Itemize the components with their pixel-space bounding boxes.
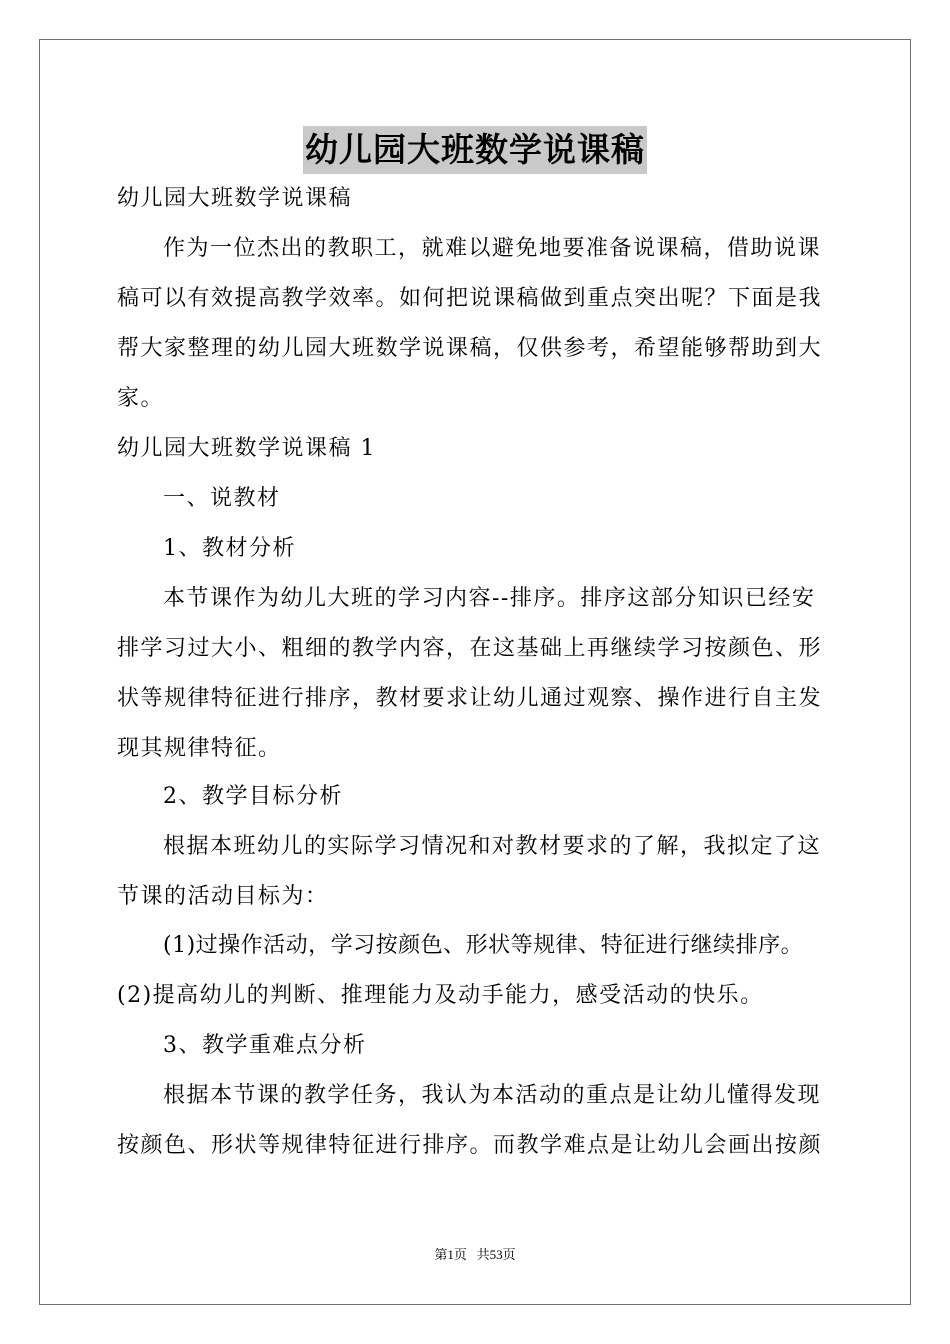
paragraph-line: (1)过操作活动，学习按颜色、形状等规律、特征进行继续排序。 (163, 933, 804, 958)
subsection-heading: 1、教材分析 (163, 536, 296, 561)
paragraph-line: 按颜色、形状等规律特征进行排序。而教学难点是让幼儿会画出按颜 (117, 1133, 823, 1158)
subsection-heading: 3、教学重难点分析 (163, 1033, 367, 1058)
paragraph-line: 排学习过大小、粗细的教学内容，在这基础上再继续学习按颜色、形 (117, 636, 823, 661)
page-number-total: 共53页 (476, 1247, 516, 1262)
title-container (0, 126, 950, 174)
document-title: 幼儿园大班数学说课稿 (303, 126, 647, 174)
paragraph-line: 状等规律特征进行排序，教材要求让幼儿通过观察、操作进行自主发 (117, 686, 823, 711)
subsection-heading: 一、说教材 (163, 486, 281, 511)
subtitle-line: 幼儿园大班数学说课稿 (117, 186, 353, 211)
paragraph-line: 根据本班幼儿的实际学习情况和对教材要求的了解，我拟定了这 (163, 834, 822, 859)
paragraph-line: 稿可以有效提高教学效率。如何把说课稿做到重点突出呢？下面是我 (117, 286, 823, 311)
page-number-current: 第1页 (434, 1247, 467, 1262)
paragraph-line: 根据本节课的教学任务，我认为本活动的重点是让幼儿懂得发现 (163, 1083, 822, 1108)
paragraph-line: (2)提高幼儿的判断、推理能力及动手能力，感受活动的快乐。 (117, 983, 764, 1008)
paragraph-line: 帮大家整理的幼儿园大班数学说课稿，仅供参考，希望能够帮助到大 (117, 336, 823, 361)
paragraph-line: 家。 (117, 386, 165, 411)
paragraph-line: 节课的活动目标为： (117, 884, 329, 909)
paragraph-line: 现其规律特征。 (117, 736, 282, 761)
page-footer (0, 1246, 950, 1264)
paragraph-line: 作为一位杰出的教职工，就难以避免地要准备说课稿，借助说课 (163, 236, 822, 261)
paragraph-line: 本节课作为幼儿大班的学习内容--排序。排序这部分知识已经安 (163, 586, 816, 611)
page-border (39, 39, 911, 1305)
section-heading: 幼儿园大班数学说课稿 1 (117, 436, 376, 461)
subsection-heading: 2、教学目标分析 (163, 784, 343, 809)
